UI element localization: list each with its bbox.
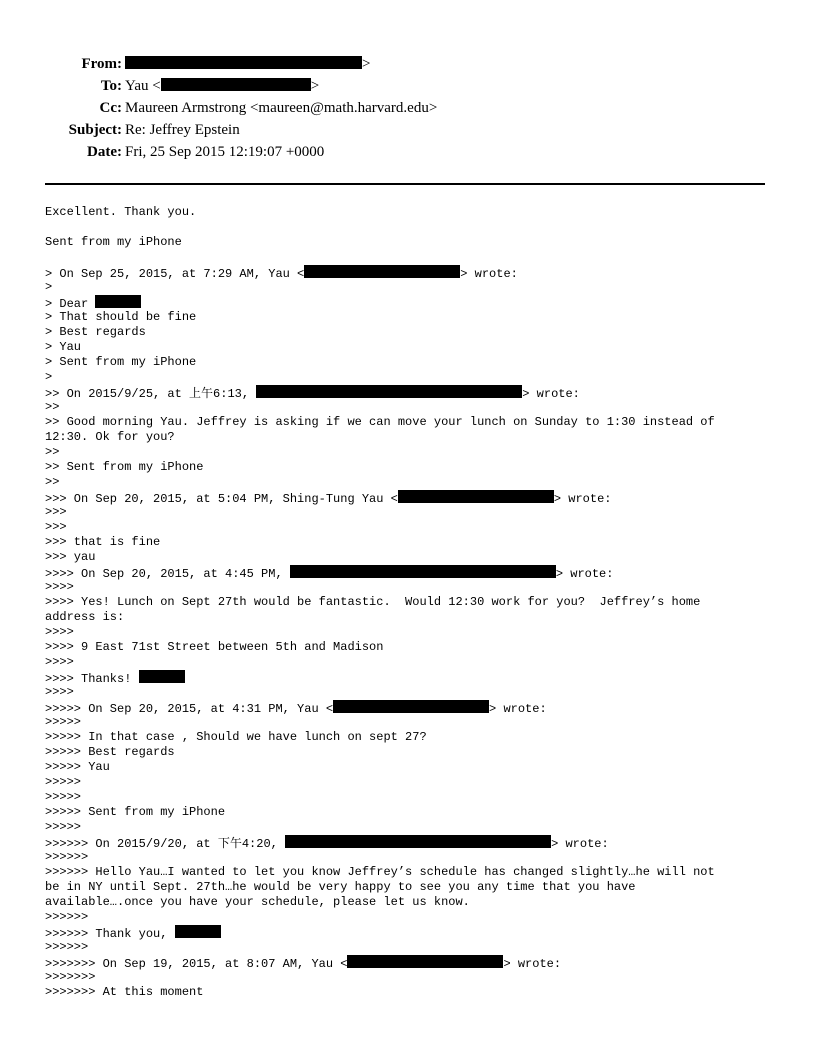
cc-label: Cc: [99, 100, 122, 116]
body-line: >> Good morning Yau. Jeffrey is asking if we can move your lunch on Sunday to 1:30 instead of [45, 415, 715, 429]
body-line: >>> On Sep 20, 2015, at 5:04 PM, Shing-Tung Yau < > wrote: [45, 492, 612, 506]
body-line: >>>>> [45, 715, 82, 729]
body-line: >>> yau [45, 550, 96, 564]
body-line: >>>>> In that case , Should we have lunch on sept 27? [45, 730, 427, 744]
redaction-box [333, 700, 489, 713]
to-value: Yau < > [125, 78, 320, 94]
body-line: > [45, 280, 53, 294]
redaction-box [161, 78, 311, 91]
body-line: > Best regards [45, 325, 146, 339]
redaction-box [304, 265, 460, 278]
redaction-box [285, 835, 551, 848]
date-value: Fri, 25 Sep 2015 12:19:07 +0000 [125, 144, 325, 160]
body-line: > Yau [45, 340, 82, 354]
body-line: >>>>> On Sep 20, 2015, at 4:31 PM, Yau < > wrote: [45, 702, 547, 716]
subject-value: Re: Jeffrey Epstein [125, 122, 240, 138]
cc-row [0, 97, 816, 119]
date-row [0, 141, 816, 163]
body-line: >> On 2015/9/25, at 上午6:13, > wrote: [45, 386, 580, 401]
from-label: From: [81, 56, 122, 72]
body-line: >>>>> Best regards [45, 745, 175, 759]
to-label: To: [100, 78, 122, 94]
body-line: address is: [45, 610, 125, 624]
body-line: >>>>>> Thank you, [45, 925, 775, 940]
body-line: >> Sent from my iPhone [45, 460, 204, 474]
body-line: >>>> [45, 580, 74, 594]
redaction-box [256, 385, 522, 398]
from-value: > [125, 53, 370, 75]
body-line: >>> [45, 505, 67, 519]
date-label: Date: [87, 144, 122, 160]
body-line: > Dear [45, 295, 775, 310]
body-line: available….once you have your schedule, please let us know. [45, 895, 470, 909]
redaction-box [139, 670, 185, 683]
redaction-box [347, 955, 503, 968]
body-line: Sent from my iPhone [45, 235, 182, 249]
redaction-box [398, 490, 554, 503]
to-row [0, 75, 816, 97]
body-line: >>>>>>> [45, 970, 96, 984]
body-line: >>>> [45, 655, 74, 669]
body-line: Excellent. Thank you. [45, 205, 197, 219]
body-line: >>>> 9 East 71st Street between 5th and Madison [45, 640, 384, 654]
redaction-box [125, 56, 362, 69]
body-line: >>>>> [45, 790, 82, 804]
body-line: >>>>> Sent from my iPhone [45, 805, 226, 819]
body-line: > Sent from my iPhone [45, 355, 197, 369]
body-line: >>>> [45, 685, 74, 699]
body-line: > [45, 370, 53, 384]
header-divider [45, 183, 765, 185]
cc-value: Maureen Armstrong <maureen@math.harvard.edu> [125, 100, 438, 116]
redaction-box [95, 295, 141, 308]
body-line: >>>>>>> At this moment [45, 985, 204, 999]
body-line: >>>>> [45, 775, 82, 789]
body-line: >> [45, 445, 60, 459]
body-line: >>>>>> Hello Yau…I wanted to let you know Jeffrey’s schedule has changed slightly…he will not [45, 865, 715, 879]
body-line: >>>>>> [45, 940, 89, 954]
subject-label: Subject: [68, 122, 122, 138]
subject-row [0, 119, 816, 141]
body-line: >>>>>> On 2015/9/20, at 下午4:20, > wrote: [45, 836, 609, 851]
body-line: >>>>>>> On Sep 19, 2015, at 8:07 AM, Yau < > wrote: [45, 957, 562, 971]
body-line: >>> that is fine [45, 535, 161, 549]
redaction-box [175, 925, 221, 938]
email-header [0, 53, 816, 163]
body-line: >>>> Yes! Lunch on Sept 27th would be fantastic. Would 12:30 work for you? Jeffrey’s home [45, 595, 701, 609]
body-line: >>>> [45, 625, 74, 639]
body-line: be in NY until Sept. 27th…he would be very happy to see you any time that you have [45, 880, 636, 894]
body-line: >> [45, 400, 60, 414]
body-line: > That should be fine [45, 310, 197, 324]
body-line: >>>>>> [45, 910, 89, 924]
body-line: >>>>> Yau [45, 760, 110, 774]
redaction-box [290, 565, 556, 578]
body-line: >>>>> [45, 820, 82, 834]
email-body [45, 205, 775, 1000]
body-line: > On Sep 25, 2015, at 7:29 AM, Yau < > wrote: [45, 267, 518, 281]
body-line: >>>> On Sep 20, 2015, at 4:45 PM, > wrote: [45, 567, 614, 581]
body-line: >>>> Thanks! [45, 670, 775, 685]
body-line: >>>>>> [45, 850, 89, 864]
from-row [0, 53, 816, 75]
body-line: 12:30. Ok for you? [45, 430, 175, 444]
body-line: >>> [45, 520, 67, 534]
body-line: >> [45, 475, 60, 489]
